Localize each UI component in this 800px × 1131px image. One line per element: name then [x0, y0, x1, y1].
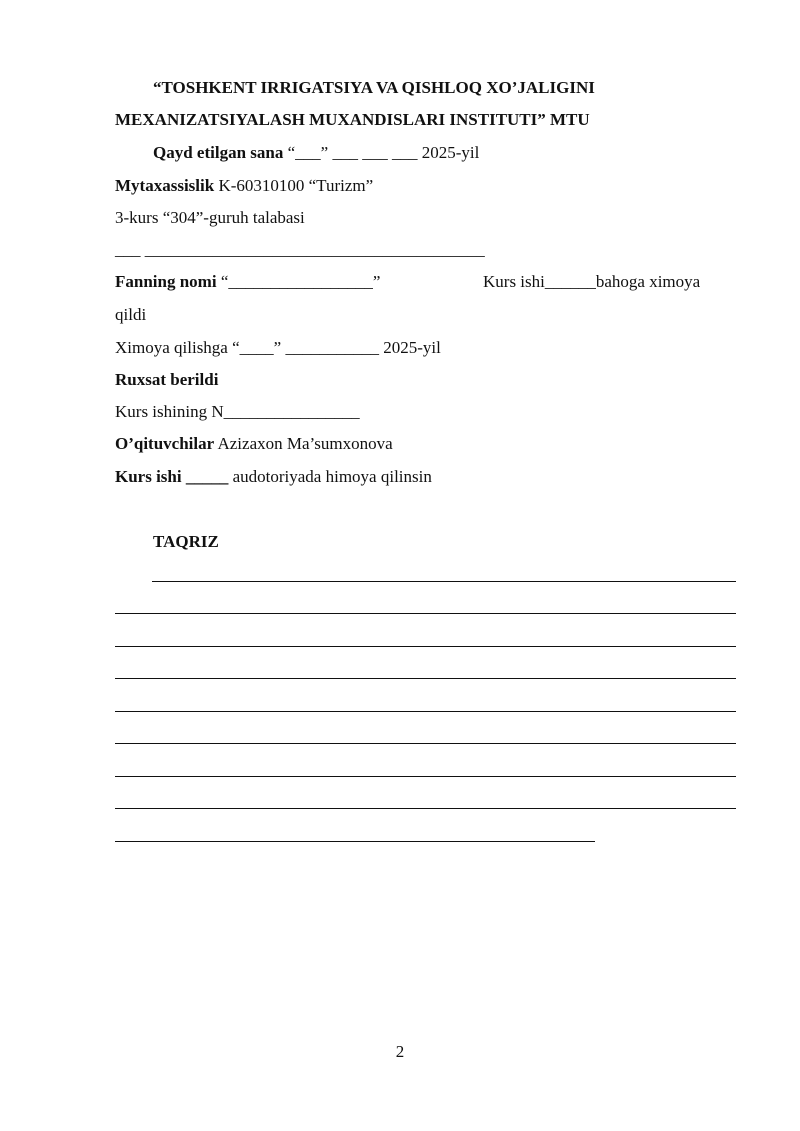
grade-line: Kurs ishi______bahoga ximoya	[483, 272, 701, 291]
registered-date-value: “___” ___ ___ ___ 2025-yil	[283, 143, 480, 162]
teachers-value: Azizaxon Ma’sumxonova	[214, 434, 393, 453]
registered-date-label: Qayd etilgan sana	[153, 143, 284, 162]
specialty-line	[115, 176, 373, 196]
student-line: 3-kurs “304”-guruh talabasi	[115, 208, 305, 227]
defense-room-value: audotoriyada himoya qilinsin	[228, 467, 432, 486]
institute-title-line1: “TOSHKENT IRRIGATSIYA VA QISHLOQ XO’JALIGINI	[153, 78, 595, 97]
review-line	[115, 743, 736, 744]
subject-line	[115, 272, 380, 292]
subject-value: “_________________”	[216, 272, 381, 291]
institute-title-line2: MEXANIZATSIYALASH MUXANDISLARI INSTITUTI” MTU	[115, 110, 590, 129]
review-line	[115, 646, 736, 647]
page-number: 2	[395, 1042, 405, 1061]
grade-continuation: qildi	[115, 305, 147, 324]
student-name-blank: ___ ________________________________________	[115, 240, 485, 259]
registered-date-line	[153, 143, 479, 163]
review-line	[115, 776, 736, 777]
review-line	[115, 678, 736, 679]
subject-label: Fanning nomi	[115, 272, 217, 291]
specialty-value: K-60310100 “Turizm”	[214, 176, 374, 195]
teachers-line	[115, 434, 393, 454]
review-line	[115, 711, 736, 712]
review-line	[115, 841, 595, 842]
specialty-label: Mytaxassislik	[115, 176, 215, 195]
review-title: TAQRIZ	[153, 532, 219, 551]
defense-room-label: Kurs ishi _____	[115, 467, 229, 486]
permission-line: Ruxsat berildi	[115, 370, 219, 389]
review-line	[115, 808, 736, 809]
defense-date-line: Ximoya qilishga “____” ___________ 2025-yil	[115, 338, 441, 357]
defense-room-line	[115, 467, 432, 487]
review-line	[115, 613, 736, 614]
teachers-label: O’qituvchilar	[115, 434, 215, 453]
course-work-number-line: Kurs ishining N________________	[115, 402, 360, 421]
review-line	[152, 581, 736, 582]
